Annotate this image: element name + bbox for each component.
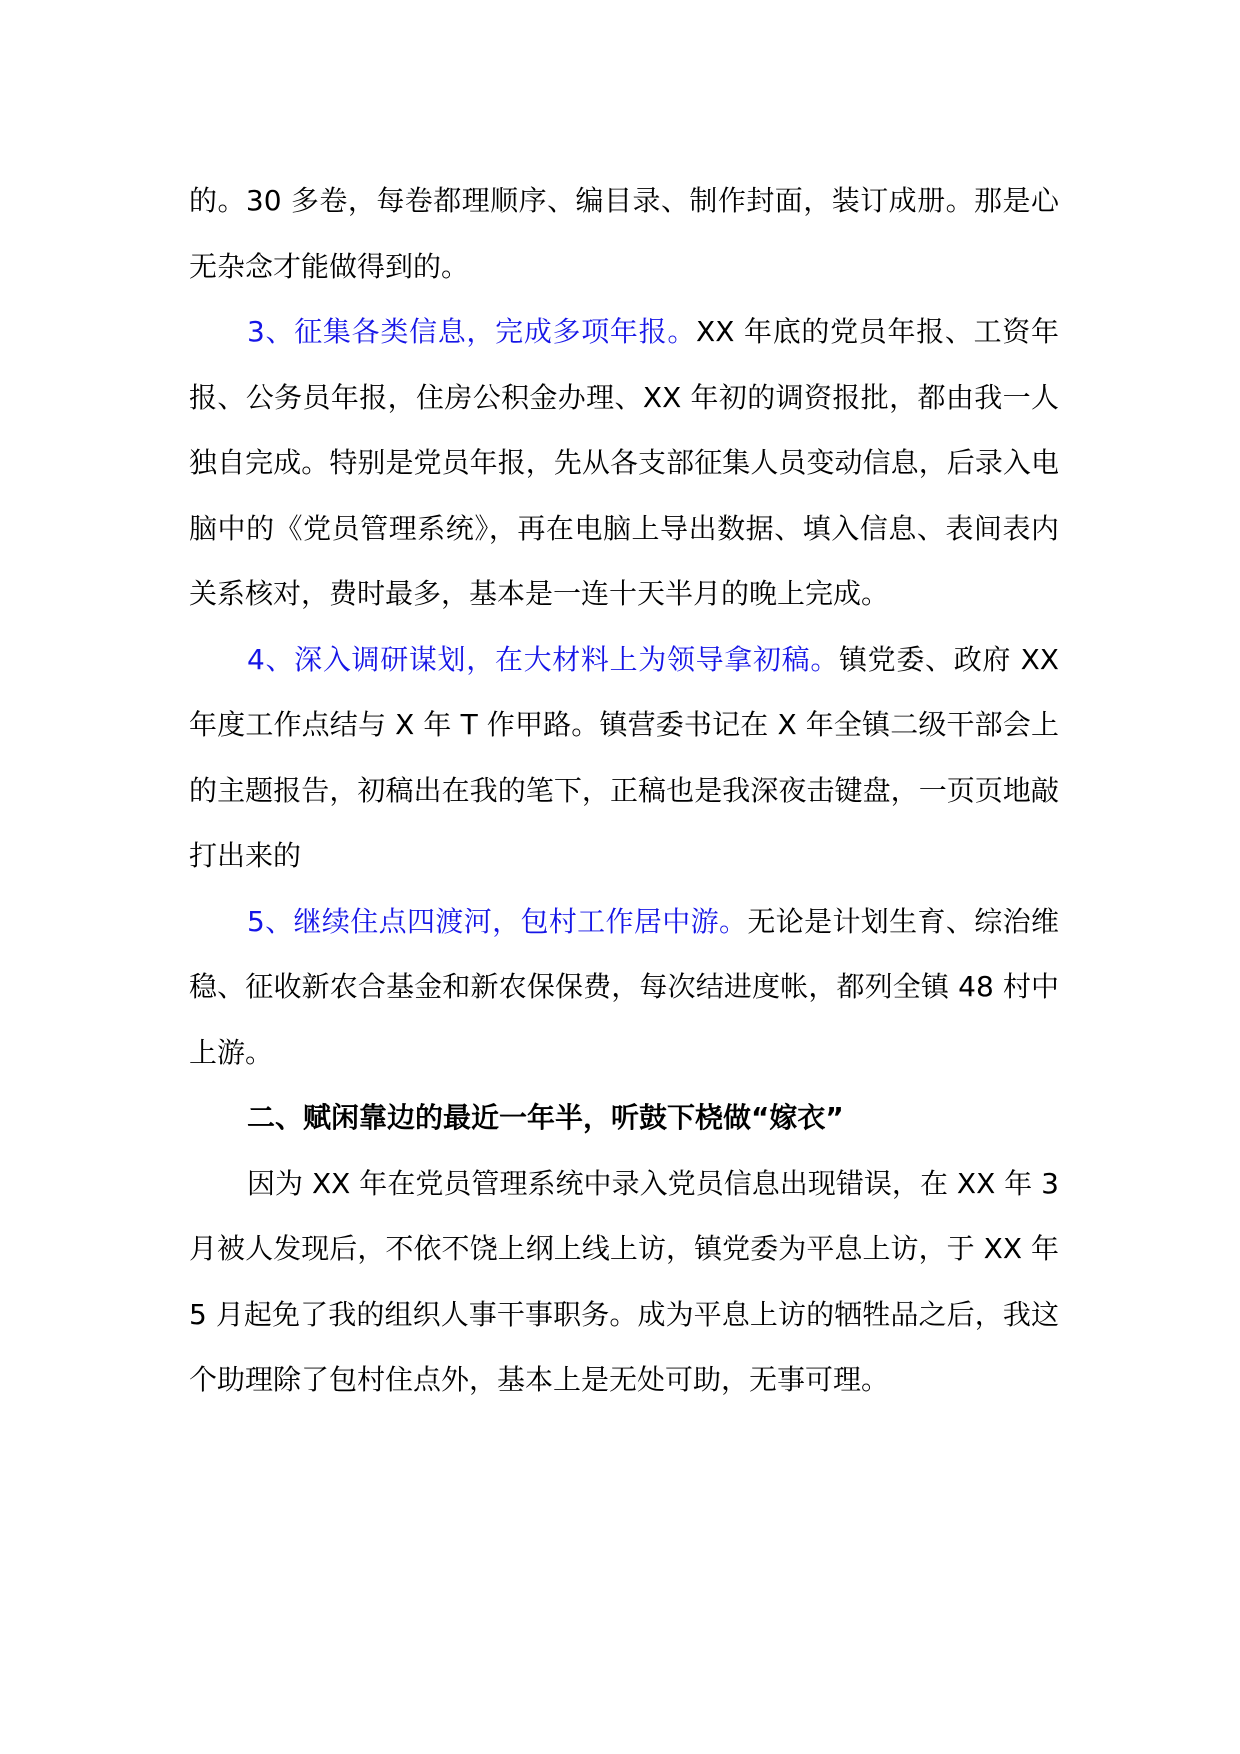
paragraph-item-4 xyxy=(189,627,1059,889)
item-4-lead: 4、深入调研谋划，在大材料上为领导拿初稿。 xyxy=(247,642,839,676)
closing-paragraph: 因为 XX 年在党员管理系统中录入党员信息出现错误，在 XX 年 3 月被人发现后，不依不饶上纲上线上访，镇党委为平息上访，于 XX 年 5 月起免了我的组织人事干事职务。成为平息上访的牺牲品之后，我这个助理除了包村住点外，基本上是无处可助，无事可理。 xyxy=(189,1166,1059,1396)
item-5-text: 无论是计划生育、综治维稳、征收新农合基金和新农保保费，每次结进度帐，都列全镇 48 村中上游。 xyxy=(189,904,1059,1069)
paragraph-item-5 xyxy=(189,889,1059,1086)
item-4-text: 镇党委、政府 XX 年度工作点结与 X 年 T 作甲路。镇营委书记在 X 年全镇二级干部会上的主题报告，初稿出在我的笔下，正稿也是我深夜击键盘，一页页地敲打出来的 xyxy=(189,642,1059,872)
document-body xyxy=(189,168,1059,1413)
item-3-lead: 3、征集各类信息，完成多项年报。 xyxy=(247,315,697,348)
section-heading: 二、赋闲靠边的最近一年半，听鼓下桡做“嫁衣” xyxy=(247,1101,844,1134)
paragraph-item-3 xyxy=(189,299,1059,627)
paragraph-text: 的。30 多卷，每卷都理顺序、编目录、制作封面，装订成册。那是心无杂念才能做得到的。 xyxy=(189,184,1059,283)
paragraph-continuation xyxy=(189,168,1059,299)
item-3-text: XX 年底的党员年报、工资年报、公务员年报，住房公积金办理、XX 年初的调资报批，都由我一人独自完成。特别是党员年报，先从各支部征集人员变动信息，后录入电脑中的《党员管理系统》，再在电脑上导出数据、填入信息、表间表内关系核对，费时最多，基本是一连十天半月的晚上完成。 xyxy=(189,315,1059,610)
item-5-lead: 5、继续住点四渡河，包村工作居中游。 xyxy=(247,904,748,938)
